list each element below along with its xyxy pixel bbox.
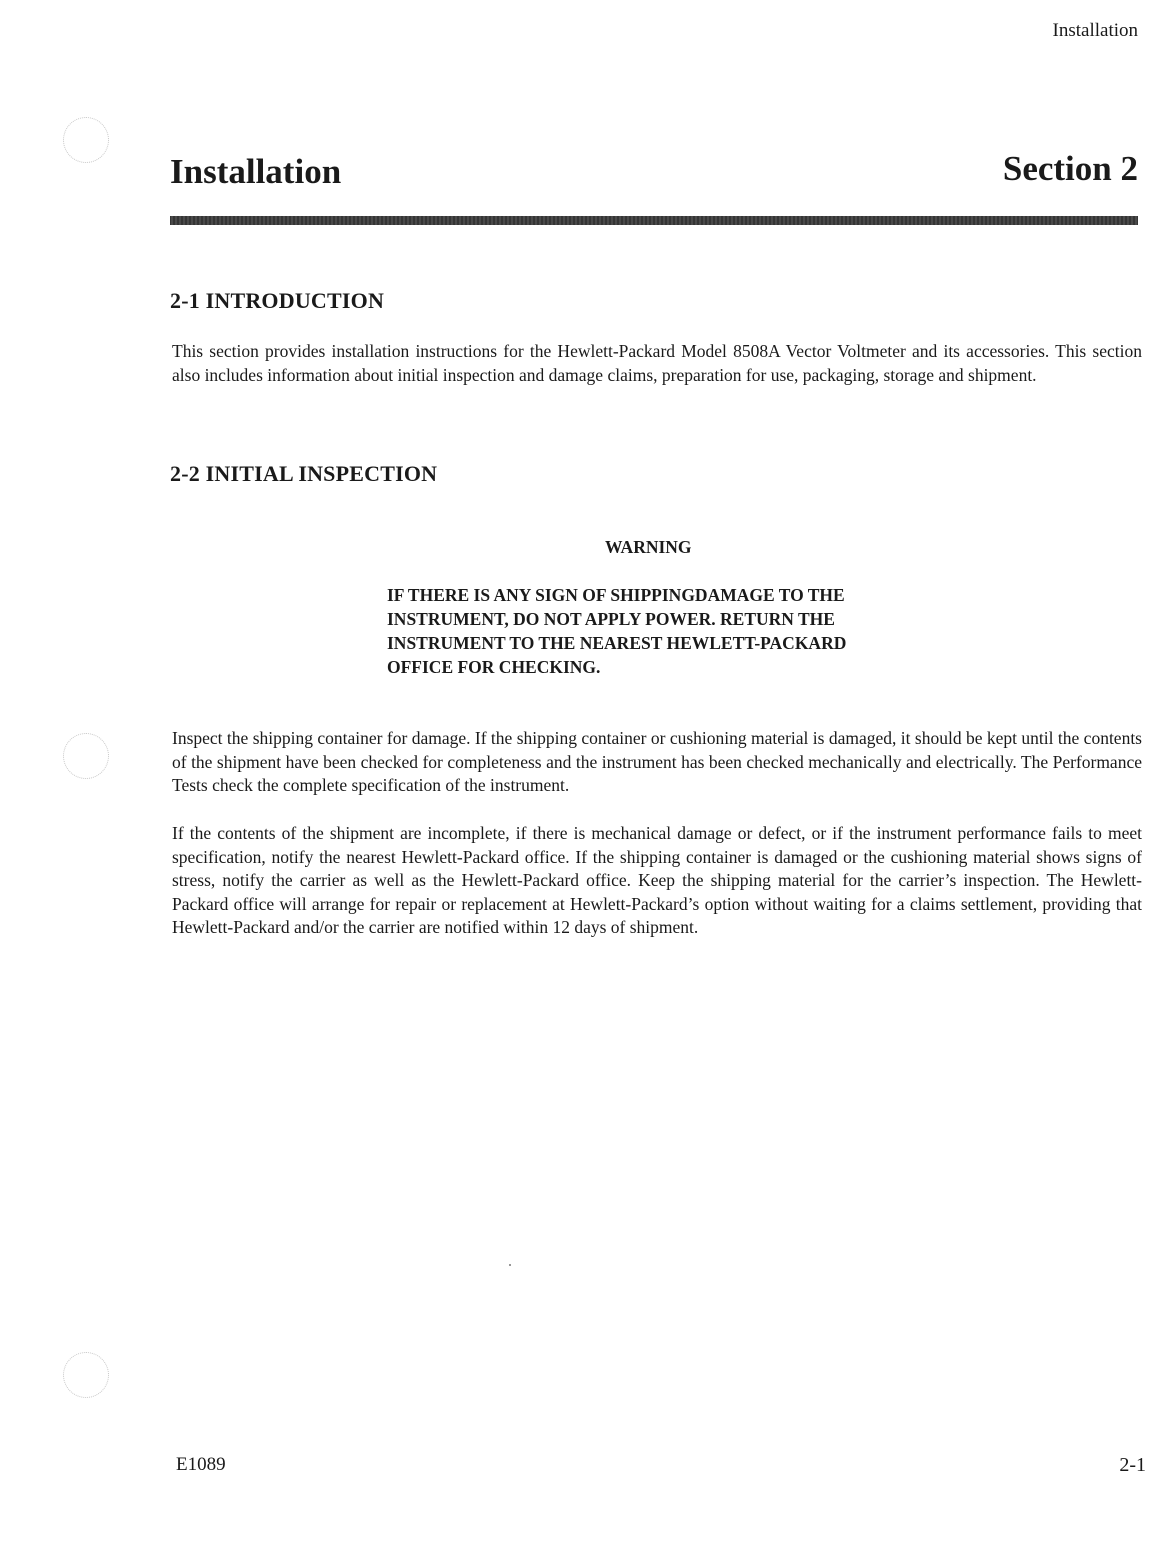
punch-hole-icon: [63, 117, 109, 163]
document-code: E1089: [176, 1454, 226, 1475]
warning-line: OFFICE FOR CHECKING.: [387, 657, 601, 677]
warning-line: INSTRUMENT TO THE NEAREST HEWLETT-PACKARD: [387, 633, 847, 653]
punch-hole-icon: [63, 1352, 109, 1398]
inspection-paragraph-1: Inspect the shipping container for damage. If the shipping container or cushioning material is damaged, it should be kept until the contents of the shipment have been checked for completeness and the instrument has been checked mechanically and electrically. The Performance Tests check the complete specification of the instrument.: [172, 728, 1142, 795]
section-label: Section 2: [1002, 149, 1138, 188]
introduction-paragraph: This section provides installation instructions for the Hewlett-Packard Model 8508A Vector Voltmeter and its accessories. This section also includes information about initial inspection and damage claims, preparation for use, packaging, storage and shipment.: [172, 341, 1142, 385]
warning-title: WARNING: [605, 537, 692, 557]
scan-speck: [509, 1264, 511, 1266]
page-number: 2-1: [1119, 1454, 1146, 1476]
running-header: Installation: [1052, 20, 1138, 41]
inspection-paragraph-2: If the contents of the shipment are incomplete, if there is mechanical damage or defect, or if the instrument performance fails to meet specification, notify the nearest Hewlett-Packard office. If the shipping container is damaged or the cushioning material shows signs of stress, notify the carrier as well as the Hewlett-Packard office. Keep the shipping material for the carrier’s inspection. The Hewlett-Packard office will arrange for repair or replacement at Hewlett-Packard’s option without waiting for a claims settlement, providing that Hewlett-Packard and/or the carrier are notified within 12 days of shipment.: [172, 823, 1142, 937]
warning-line: IF THERE IS ANY SIGN OF SHIPPINGDAMAGE TO THE: [387, 585, 845, 605]
warning-block: [387, 583, 947, 679]
page-title: Installation: [170, 152, 342, 191]
warning-line: INSTRUMENT, DO NOT APPLY POWER. RETURN THE: [387, 609, 835, 629]
section-heading-initial-inspection: 2-2 INITIAL INSPECTION: [170, 461, 438, 486]
title-rule: [170, 216, 1138, 225]
punch-hole-icon: [63, 733, 109, 779]
section-heading-introduction: 2-1 INTRODUCTION: [170, 288, 385, 313]
